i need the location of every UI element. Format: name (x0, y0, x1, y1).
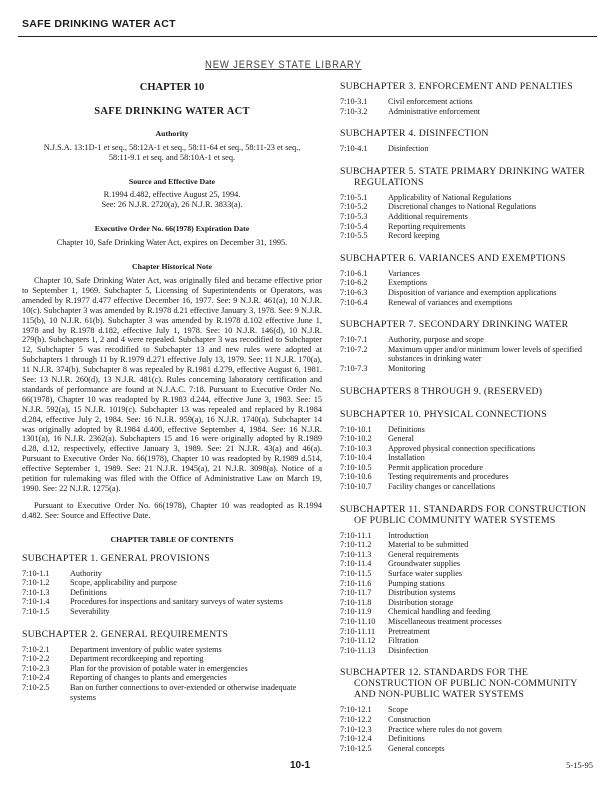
subchapter-heading (340, 386, 595, 397)
section-list (340, 269, 595, 307)
chapter-number: CHAPTER 10 (139, 82, 205, 93)
history-paragraph: Chapter 10, Safe Drinking Water Act, was originally filed and became effective prior to September 1, 1969. Subchapter 5, Licensing of Superintendents or Operators, was amended by R.1977 d.477 effective December 16, 1977. See: 9 N.J.R. 461(a), 10 N.J.R. 10(c). Subchapter 3 was amended by R.1978 d.21 effective January 3, 1978. See: 9 N.J.R. 115(b), 10 N.J.R. 61(b). Subchapter 3 was amended by R.1978 d.102 effective June 1, 1978 and by R.1978 d.182, effective July 1, 1978. See: 10 N.J.R. 146(d), 10 N.J.R. 279(b). Subchapters 1, 2 and 4 were repealed. Subchapter 3 was recodified to Subchapter 12, Subchapter 5 was recodified to Subchapter 13 and new rules were adopted at Subchapters 1 through 11 by R.1979 d.271 effective July 13, 1979. See: 11 N.J.R. 170(a), 11 N.J.R. 374(b). Subchapter 8 was repealed by R.1981 d.279, effective August 6, 1981. See: 13 N.J.R. 260(d), 13 N.J.R. 481(c). Rules concerning laboratory certification and standards of performance are found at N.J.A.C. 7:18. Pursuant to Executive Order No. 66(1978), Chapter 10 was readopted by R.1983 d.244, effective June 3, 1983. See: 15 N.J.R. 592(a), 15 N.J.R. 1019(c). Subchapter 13 was repealed and replaced by R.1984 d.284, effective July 2, 1984. See: 16 N.J.R. 959(a), 16 N.J.R. 1740(a). Subchapter 14 was originally adopted by R.1984 d.400, effective September 4, 1984. See: 16 N.J.R. 1301(a), 16 N.J.R. 2362(a). Subchapters 15 and 16 were originally adopted by R.1989 d.28, d.12, respectively, effective January 3, 1989. See: 21 N.J.R. 43(a) and 46(a). Pursuant to Executive Order No. 66(1978), Chapter 10 was readopted by R.1989 d.514, effective September 1, 1989. See: 21 N.J.R. 1945(a), 21 N.J.R. 3098(a). Notice of a petition for rulemaking was filed with the Office of Administrative Law on March 19, 1990. See: 22 N.J.R. 1275(a). (22, 275, 322, 493)
subchapter-title: SUBCHAPTER 6. VARIANCES AND EXEMPTIONS (340, 252, 566, 264)
section-number: 7:10-6.4 (340, 297, 368, 307)
subchapter-title: SUBCHAPTER 5. STATE PRIMARY DRINKING WATER (340, 165, 585, 177)
section-title: Additional requirements (388, 211, 468, 221)
section-entry (340, 627, 595, 637)
section-list (340, 531, 595, 656)
section-number: 7:10-5.5 (340, 231, 368, 241)
section-number: 7:10-12.1 (340, 705, 372, 715)
exec-order-text: Chapter 10, Safe Drinking Water Act, expires on December 31, 1995. (56, 238, 288, 248)
section-title: Ban on further connections to over-extended or otherwise inadequate systems (70, 682, 297, 702)
section-title: Scope (388, 705, 409, 715)
section-entry (340, 636, 595, 646)
section-title: Permit application procedure (388, 462, 484, 472)
subchapter-title-cont: OF PUBLIC COMMUNITY WATER SYSTEMS (354, 514, 556, 526)
section-entry (340, 744, 595, 754)
section-entry (22, 645, 322, 655)
section-title: Procedures for inspections and sanitary surveys of water systems (70, 597, 283, 607)
section-entry (340, 550, 595, 560)
section-number: 7:10-6.1 (340, 268, 368, 278)
source-line-2: See: 26 N.J.R. 2720(a), 26 N.J.R. 3833(a). (101, 200, 243, 210)
section-number: 7:10-6.2 (340, 278, 368, 288)
section-number: 7:10-5.1 (340, 192, 368, 202)
section-number: 7:10-2.3 (22, 663, 50, 673)
section-title: Disposition of variance and exemption applications (388, 287, 557, 297)
section-number: 7:10-10.3 (340, 443, 372, 453)
section-list (340, 425, 595, 492)
section-title: Variances (388, 268, 420, 278)
section-title: Testing requirements and procedures (388, 472, 509, 482)
section-number: 7:10-7.1 (340, 335, 368, 345)
section-number: 7:10-10.7 (340, 482, 372, 492)
section-number: 7:10-11.9 (340, 607, 372, 617)
section-entry (340, 715, 595, 725)
section-entry (22, 607, 322, 617)
section-title: General requirements (388, 549, 459, 559)
subchapter-title: SUBCHAPTER 2. GENERAL REQUIREMENTS (22, 628, 229, 640)
section-number: 7:10-12.4 (340, 734, 372, 744)
section-title: Material to be submitted (388, 540, 469, 550)
header-rule (18, 36, 597, 37)
page-number: 10-1 (290, 760, 311, 771)
section-number: 7:10-2.5 (22, 682, 50, 692)
section-title: Discretional changes to National Regulations (388, 202, 537, 212)
section-title: Pretreatment (388, 626, 430, 636)
section-number: 7:10-11.3 (340, 549, 372, 559)
subchapter-heading (340, 81, 595, 92)
section-title: Department recordkeeping and reporting (70, 654, 204, 664)
section-entry (22, 578, 322, 588)
section-list (340, 193, 595, 241)
section-number: 7:10-4.1 (340, 144, 368, 154)
section-title: Scope, applicability and purpose (70, 578, 177, 588)
section-title: Definitions (388, 424, 425, 434)
section-title: Surface water supplies (388, 569, 463, 579)
section-entry (340, 540, 595, 550)
section-title: Distribution systems (388, 588, 456, 598)
section-title: Authority, purpose and scope (388, 335, 484, 345)
section-entry (340, 144, 595, 154)
section-entry (340, 444, 595, 454)
subchapter-heading (340, 319, 595, 330)
section-number: 7:10-11.4 (340, 559, 372, 569)
subchapter-heading (340, 667, 595, 700)
section-title: Distribution storage (388, 597, 454, 607)
section-number: 7:10-3.2 (340, 106, 368, 116)
section-number: 7:10-11.1 (340, 530, 372, 540)
section-list (340, 97, 595, 116)
section-entry (340, 193, 595, 203)
section-number: 7:10-11.12 (340, 636, 376, 646)
authority-heading: Authority (155, 128, 189, 138)
section-number: 7:10-2.1 (22, 644, 50, 654)
section-entry (340, 231, 595, 241)
section-entry (340, 434, 595, 444)
section-entry (340, 269, 595, 279)
section-entry (340, 107, 595, 117)
section-number: 7:10-11.6 (340, 578, 372, 588)
toc-heading: CHAPTER TABLE OF CONTENTS (110, 534, 234, 544)
section-entry (340, 559, 595, 569)
section-number: 7:10-10.4 (340, 453, 372, 463)
subchapter-title: SUBCHAPTER 11. STANDARDS FOR CONSTRUCTION (340, 503, 587, 515)
section-title: General (388, 434, 414, 444)
section-entry (22, 654, 322, 664)
section-title: Pumping stations (388, 578, 445, 588)
section-number: 7:10-12.3 (340, 724, 372, 734)
section-title: Facility changes or cancellations (388, 482, 496, 492)
section-entry (340, 364, 595, 374)
section-number: 7:10-11.5 (340, 569, 372, 579)
source-line-1: R.1994 d.482, effective August 25, 1994. (103, 190, 241, 200)
section-number: 7:10-11.13 (340, 645, 376, 655)
section-number: 7:10-3.1 (340, 97, 368, 106)
left-toc (22, 553, 322, 703)
section-number: 7:10-12.5 (340, 743, 372, 753)
subchapter-heading (22, 553, 322, 564)
section-title: Applicability of National Regulations (388, 192, 512, 202)
section-number: 7:10-1.4 (22, 597, 50, 607)
section-title: Chemical handling and feeding (388, 607, 491, 617)
section-number: 7:10-10.6 (340, 472, 372, 482)
section-title: Reporting of changes to plants and emergencies (70, 673, 227, 683)
section-entry (340, 482, 595, 492)
section-entry (340, 298, 595, 308)
subchapter-heading (340, 409, 595, 420)
section-title: Construction (388, 714, 431, 724)
section-entry (340, 569, 595, 579)
section-number: 7:10-2.2 (22, 654, 50, 664)
section-title: General concepts (388, 743, 445, 753)
section-title: Department inventory of public water systems (70, 644, 222, 654)
section-title: Definitions (70, 587, 107, 597)
section-entry (340, 453, 595, 463)
exec-order-heading: Executive Order No. 66(1978) Expiration Date (94, 224, 250, 234)
subchapter-heading (340, 128, 595, 139)
section-entry (340, 345, 595, 364)
section-number: 7:10-10.5 (340, 462, 372, 472)
section-number: 7:10-10.2 (340, 434, 372, 444)
section-number: 7:10-11.7 (340, 588, 372, 598)
section-number: 7:10-11.8 (340, 597, 372, 607)
section-entry (340, 335, 595, 345)
section-entry (340, 598, 595, 608)
source-heading: Source and Effective Date (128, 176, 216, 186)
section-list (340, 144, 595, 154)
subchapter-title-cont: CONSTRUCTION OF PUBLIC NON-COMMUNITY AND NON-PUBLIC WATER SYSTEMS (354, 678, 578, 701)
section-number: 7:10-5.2 (340, 202, 368, 212)
section-list (340, 705, 595, 753)
section-title: Severability (70, 607, 110, 616)
subchapter-heading (340, 504, 595, 526)
page-date: 5-15-95 (566, 760, 593, 770)
section-entry (340, 463, 595, 473)
section-entry (340, 212, 595, 222)
section-entry (340, 202, 595, 212)
history-heading: Chapter Historical Note (132, 262, 212, 272)
section-title: Introduction (388, 530, 429, 540)
section-number: 7:10-11.10 (340, 617, 376, 626)
section-number: 7:10-12.2 (340, 714, 372, 724)
section-number: 7:10-1.3 (22, 587, 50, 597)
section-number: 7:10-1.1 (22, 568, 50, 578)
section-number: 7:10-7.3 (340, 363, 368, 373)
section-title: Installation (388, 453, 425, 463)
library-stamp: NEW JERSEY STATE LIBRARY (205, 59, 362, 71)
section-title: Practice where rules do not govern (388, 724, 502, 734)
section-entry (340, 531, 595, 541)
subchapter-heading (340, 253, 595, 264)
section-entry (340, 579, 595, 589)
section-title: Record keeping (388, 231, 440, 241)
section-entry (340, 278, 595, 288)
authority-text: N.J.S.A. 13:1D-1 et seq., 58:12A-1 et seq., 58:11-64 et seq., 58:11-23 et seq., 58:11-9.1 et seq. and 58:10A-1 et seq. (43, 142, 301, 162)
section-entry (22, 673, 322, 683)
section-title: Groundwater supplies (388, 559, 461, 569)
section-entry (340, 725, 595, 735)
section-entry (22, 664, 322, 674)
section-number: 7:10-1.2 (22, 578, 50, 588)
section-number: 7:10-10.1 (340, 424, 372, 434)
subchapter-heading (22, 629, 322, 640)
section-list (22, 645, 322, 703)
subchapter-title: SUBCHAPTER 4. DISINFECTION (340, 128, 489, 140)
section-title: Authority (70, 568, 102, 578)
section-title: Maximum upper and/or minimum lower levels of specified substances in drinking water (388, 344, 582, 364)
subchapter-title: SUBCHAPTER 7. SECONDARY DRINKING WATER (340, 319, 569, 331)
subchapter-heading (340, 166, 595, 188)
section-number: 7:10-5.4 (340, 221, 368, 231)
section-number: 7:10-1.5 (22, 607, 50, 616)
section-entry (22, 683, 322, 702)
section-number: 7:10-6.3 (340, 287, 368, 297)
section-title: Filtration (388, 636, 419, 646)
section-number: 7:10-5.3 (340, 211, 368, 221)
chapter-title: SAFE DRINKING WATER ACT (94, 105, 250, 117)
section-entry (340, 646, 595, 656)
section-title: Monitoring (388, 363, 426, 373)
section-title: Plan for the provision of potable water in emergencies (70, 663, 248, 673)
section-entry (340, 734, 595, 744)
history-paragraph-2: Pursuant to Executive Order No. 66(1978), Chapter 10 was readopted as R.1994 d.482. See: Source and Effective Date. (22, 500, 322, 520)
section-number: 7:10-2.4 (22, 673, 50, 683)
section-title: Disinfection (388, 144, 429, 154)
section-title: Civil enforcement actions (388, 97, 473, 106)
section-title: Exemptions (388, 278, 428, 288)
section-list (340, 335, 595, 373)
section-number: 7:10-7.2 (340, 344, 368, 354)
section-title: Reporting requirements (388, 221, 466, 231)
section-number: 7:10-11.11 (340, 626, 376, 636)
section-title: Disinfection (388, 645, 429, 655)
section-list (22, 569, 322, 617)
section-title: Administrative enforcement (388, 106, 481, 116)
section-entry (22, 569, 322, 579)
subchapter-title: SUBCHAPTERS 8 THROUGH 9. (RESERVED) (340, 385, 543, 397)
subchapter-title: SUBCHAPTER 1. GENERAL PROVISIONS (22, 552, 210, 564)
section-entry (340, 617, 595, 627)
section-title: Renewal of variances and exemptions (388, 297, 513, 307)
subchapter-title: SUBCHAPTER 12. STANDARDS FOR THE (340, 667, 529, 679)
section-entry (340, 222, 595, 232)
section-entry (340, 97, 595, 107)
left-column (22, 79, 322, 702)
section-entry (22, 597, 322, 607)
section-title: Approved physical connection specifications (388, 443, 536, 453)
section-entry (340, 588, 595, 598)
right-column (340, 79, 595, 753)
section-entry (340, 607, 595, 617)
section-title: Definitions (388, 734, 425, 744)
section-entry (340, 472, 595, 482)
section-entry (22, 588, 322, 598)
section-entry (340, 425, 595, 435)
subchapter-title-cont: REGULATIONS (354, 176, 424, 188)
running-head: SAFE DRINKING WATER ACT (22, 18, 176, 30)
subchapter-title: SUBCHAPTER 3. ENFORCEMENT AND PENALTIES (340, 81, 573, 92)
section-entry (340, 705, 595, 715)
subchapter-title: SUBCHAPTER 10. PHYSICAL CONNECTIONS (340, 408, 547, 420)
section-entry (340, 288, 595, 298)
section-title: Miscellaneous treatment processes (388, 617, 502, 626)
section-number: 7:10-11.2 (340, 540, 372, 550)
